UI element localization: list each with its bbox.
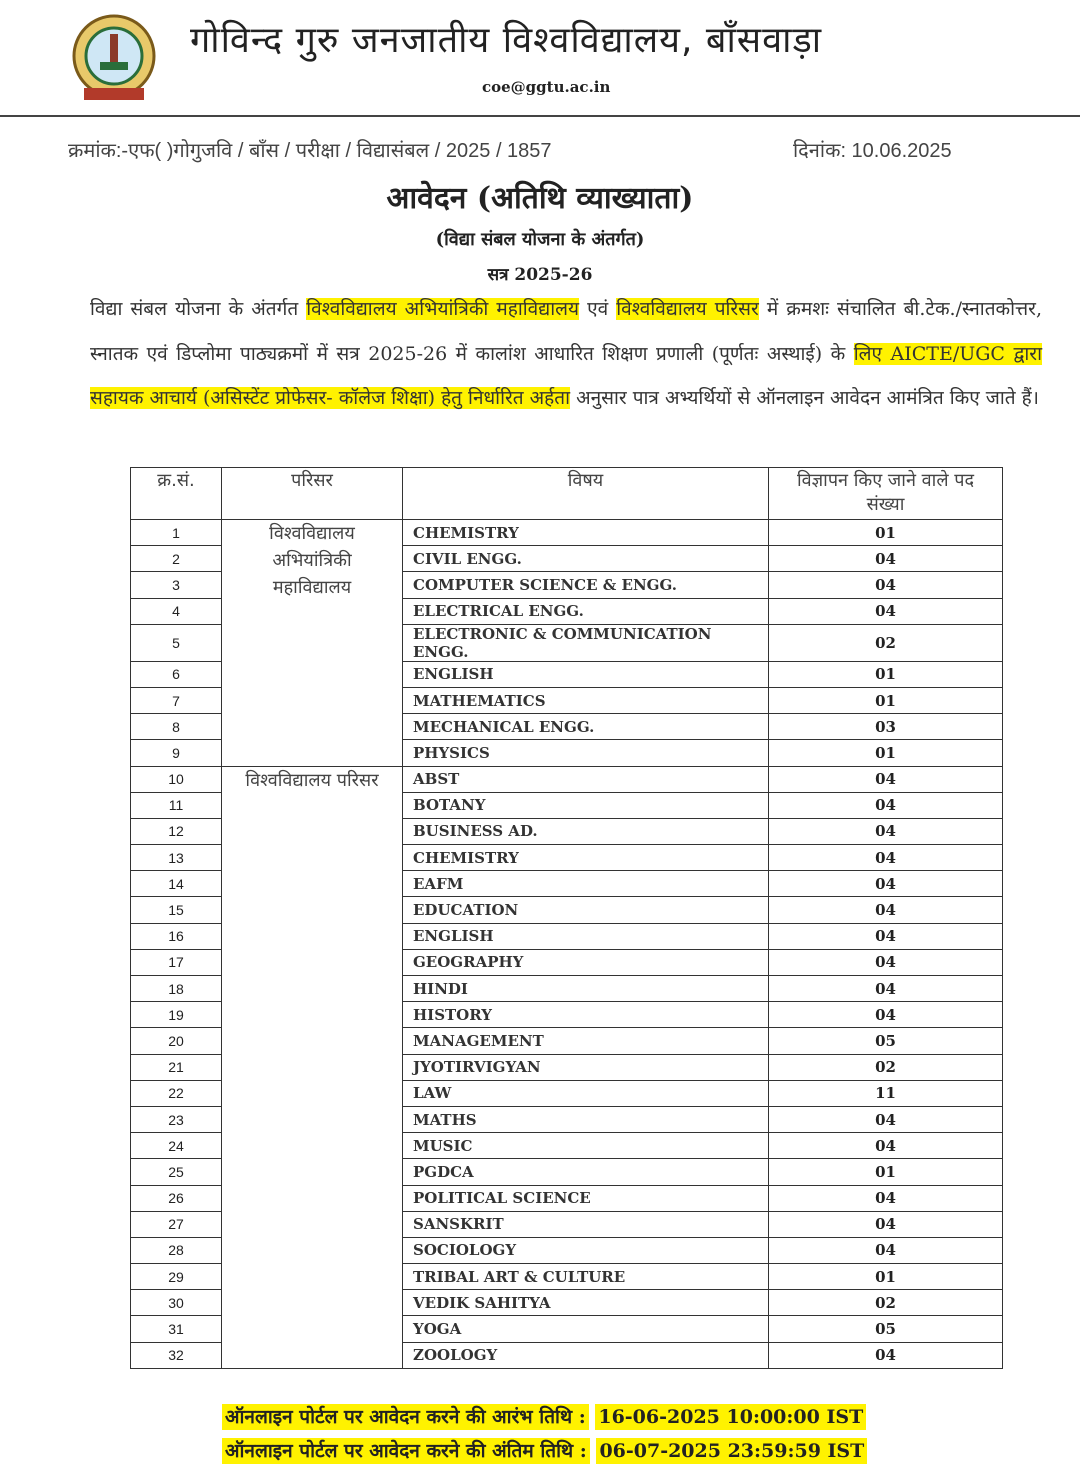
post-count: 02 (769, 624, 1003, 661)
subject: SOCIOLOGY (403, 1237, 769, 1263)
application-dates (222, 1400, 867, 1468)
highlighted-text: विश्वविद्यालय अभियांत्रिकी महाविद्यालय (306, 298, 580, 320)
post-count: 04 (769, 1106, 1003, 1132)
serial-number: 1 (131, 520, 222, 546)
post-count: 04 (769, 572, 1003, 598)
highlighted-text: लिए AICTE/UGC द्वारा सहायक आचार्य (असिस्टेंट प्रोफेसर- कॉलेज शिक्षा) हेतु निर्धारित अर्हता (90, 342, 1042, 409)
serial-number: 11 (131, 792, 222, 818)
text: विद्या संबल योजना के अंतर्गत (90, 298, 307, 320)
subject: ELECTRICAL ENGG. (403, 598, 769, 624)
issue-date: दिनांक: 10.06.2025 (793, 140, 952, 162)
post-count: 02 (769, 1054, 1003, 1080)
subject: TRIBAL ART & CULTURE (403, 1264, 769, 1290)
end-date-line (222, 1434, 867, 1468)
university-logo (66, 14, 162, 104)
serial-number: 18 (131, 976, 222, 1002)
campus-cell: विश्वविद्यालय परिसर (222, 766, 403, 1368)
subject: VEDIK SAHITYA (403, 1290, 769, 1316)
subject: EDUCATION (403, 897, 769, 923)
session: सत्र 2025-26 (487, 265, 593, 285)
subject: ENGLISH (403, 661, 769, 687)
serial-number: 21 (131, 1054, 222, 1080)
post-count: 04 (769, 792, 1003, 818)
notice-subtitle: (विद्या संबल योजना के अंतर्गत) (435, 229, 645, 250)
serial-number: 6 (131, 661, 222, 687)
reference-number: क्रमांक:-एफ( )गोगुजवि / बाँस / परीक्षा / विद्यासंबल / 2025 / 1857 (68, 140, 552, 162)
text: अनुसार पात्र अभ्यर्थियों से ऑनलाइन आवेदन आमंत्रित किए जाते हैं। (570, 387, 1039, 409)
serial-number: 30 (131, 1290, 222, 1316)
highlighted-text: विश्वविद्यालय परिसर (616, 298, 759, 320)
post-count: 01 (769, 687, 1003, 713)
post-count: 04 (769, 1342, 1003, 1368)
subject: MANAGEMENT (403, 1028, 769, 1054)
subject: BOTANY (403, 792, 769, 818)
serial-number: 4 (131, 598, 222, 624)
table-row (131, 520, 1003, 546)
post-count: 04 (769, 1185, 1003, 1211)
text: में क्रमशः संचालित बी.टेक./स्नातकोत्तर, स्नातक एवं डिप्लोमा पाठ्यक्रमों में सत्र 2025-26 में कालांश आधारित शिक्षण प्रणाली (पूर्णतः अस्थाई) के (90, 298, 1042, 365)
subject: CHEMISTRY (403, 520, 769, 546)
subject: ZOOLOGY (403, 1342, 769, 1368)
post-count: 04 (769, 949, 1003, 975)
serial-number: 2 (131, 546, 222, 572)
subject: PGDCA (403, 1159, 769, 1185)
subject: MATHEMATICS (403, 687, 769, 713)
post-count: 04 (769, 1237, 1003, 1263)
post-count: 05 (769, 1316, 1003, 1342)
serial-number: 23 (131, 1106, 222, 1132)
serial-number: 12 (131, 818, 222, 844)
subject: COMPUTER SCIENCE & ENGG. (403, 572, 769, 598)
start-date-label: ऑनलाइन पोर्टल पर आवेदन करने की आरंभ तिथि : (222, 1404, 589, 1430)
post-count: 04 (769, 766, 1003, 792)
post-count: 01 (769, 1264, 1003, 1290)
post-count: 01 (769, 661, 1003, 687)
post-count: 04 (769, 923, 1003, 949)
subject: PHYSICS (403, 740, 769, 766)
header-divider (0, 115, 1080, 117)
post-count: 03 (769, 714, 1003, 740)
subject: ABST (403, 766, 769, 792)
post-count: 04 (769, 845, 1003, 871)
header-serial: क्र.सं. (131, 468, 222, 520)
subject: JYOTIRVIGYAN (403, 1054, 769, 1080)
post-count: 04 (769, 1002, 1003, 1028)
serial-number: 8 (131, 714, 222, 740)
header-subject: विषय (403, 468, 769, 520)
subject: GEOGRAPHY (403, 949, 769, 975)
serial-number: 32 (131, 1342, 222, 1368)
subject: HISTORY (403, 1002, 769, 1028)
serial-number: 13 (131, 845, 222, 871)
table-header-row (131, 468, 1003, 520)
serial-number: 17 (131, 949, 222, 975)
post-count: 04 (769, 546, 1003, 572)
campus-cell: विश्वविद्यालय अभियांत्रिकी महाविद्यालय (222, 520, 403, 767)
serial-number: 14 (131, 871, 222, 897)
subject: POLITICAL SCIENCE (403, 1185, 769, 1211)
vacancy-table (130, 467, 1003, 1369)
subject: EAFM (403, 871, 769, 897)
subject: BUSINESS AD. (403, 818, 769, 844)
serial-number: 25 (131, 1159, 222, 1185)
post-count: 01 (769, 520, 1003, 546)
post-count: 04 (769, 598, 1003, 624)
post-count: 04 (769, 1211, 1003, 1237)
serial-number: 31 (131, 1316, 222, 1342)
serial-number: 22 (131, 1080, 222, 1106)
serial-number: 19 (131, 1002, 222, 1028)
end-date-label: ऑनलाइन पोर्टल पर आवेदन करने की अंतिम तिथि : (222, 1438, 590, 1464)
post-count: 02 (769, 1290, 1003, 1316)
serial-number: 7 (131, 687, 222, 713)
serial-number: 10 (131, 766, 222, 792)
serial-number: 26 (131, 1185, 222, 1211)
subject: SANSKRIT (403, 1211, 769, 1237)
post-count: 01 (769, 1159, 1003, 1185)
subject: CHEMISTRY (403, 845, 769, 871)
serial-number: 29 (131, 1264, 222, 1290)
subject: MATHS (403, 1106, 769, 1132)
post-count: 01 (769, 740, 1003, 766)
subject: ELECTRONIC & COMMUNICATION ENGG. (403, 624, 769, 661)
serial-number: 27 (131, 1211, 222, 1237)
serial-number: 28 (131, 1237, 222, 1263)
serial-number: 16 (131, 923, 222, 949)
start-date-value: 16-06-2025 10:00:00 IST (595, 1404, 866, 1430)
post-count: 04 (769, 976, 1003, 1002)
subject: LAW (403, 1080, 769, 1106)
serial-number: 24 (131, 1133, 222, 1159)
serial-number: 9 (131, 740, 222, 766)
post-count: 04 (769, 1133, 1003, 1159)
start-date-line (222, 1400, 867, 1434)
serial-number: 15 (131, 897, 222, 923)
notice-title: आवेदन (अतिथि व्याख्याता) (386, 181, 694, 216)
table-row (131, 766, 1003, 792)
header-campus: परिसर (222, 468, 403, 520)
post-count: 04 (769, 818, 1003, 844)
subject: HINDI (403, 976, 769, 1002)
text: एवं (579, 298, 617, 320)
post-count: 04 (769, 897, 1003, 923)
subject: CIVIL ENGG. (403, 546, 769, 572)
notice-paragraph (90, 287, 1042, 421)
university-name: गोविन्द गुरु जनजातीय विश्वविद्यालय, बाँसवाड़ा (190, 20, 823, 61)
end-date-value: 06-07-2025 23:59:59 IST (596, 1438, 867, 1464)
header-posts: विज्ञापन किए जाने वाले पद संख्या (769, 468, 1003, 520)
post-count: 04 (769, 871, 1003, 897)
subject: MUSIC (403, 1133, 769, 1159)
serial-number: 3 (131, 572, 222, 598)
email-address: coe@ggtu.ac.in (482, 78, 611, 96)
serial-number: 5 (131, 624, 222, 661)
subject: ENGLISH (403, 923, 769, 949)
post-count: 11 (769, 1080, 1003, 1106)
serial-number: 20 (131, 1028, 222, 1054)
subject: MECHANICAL ENGG. (403, 714, 769, 740)
post-count: 05 (769, 1028, 1003, 1054)
subject: YOGA (403, 1316, 769, 1342)
